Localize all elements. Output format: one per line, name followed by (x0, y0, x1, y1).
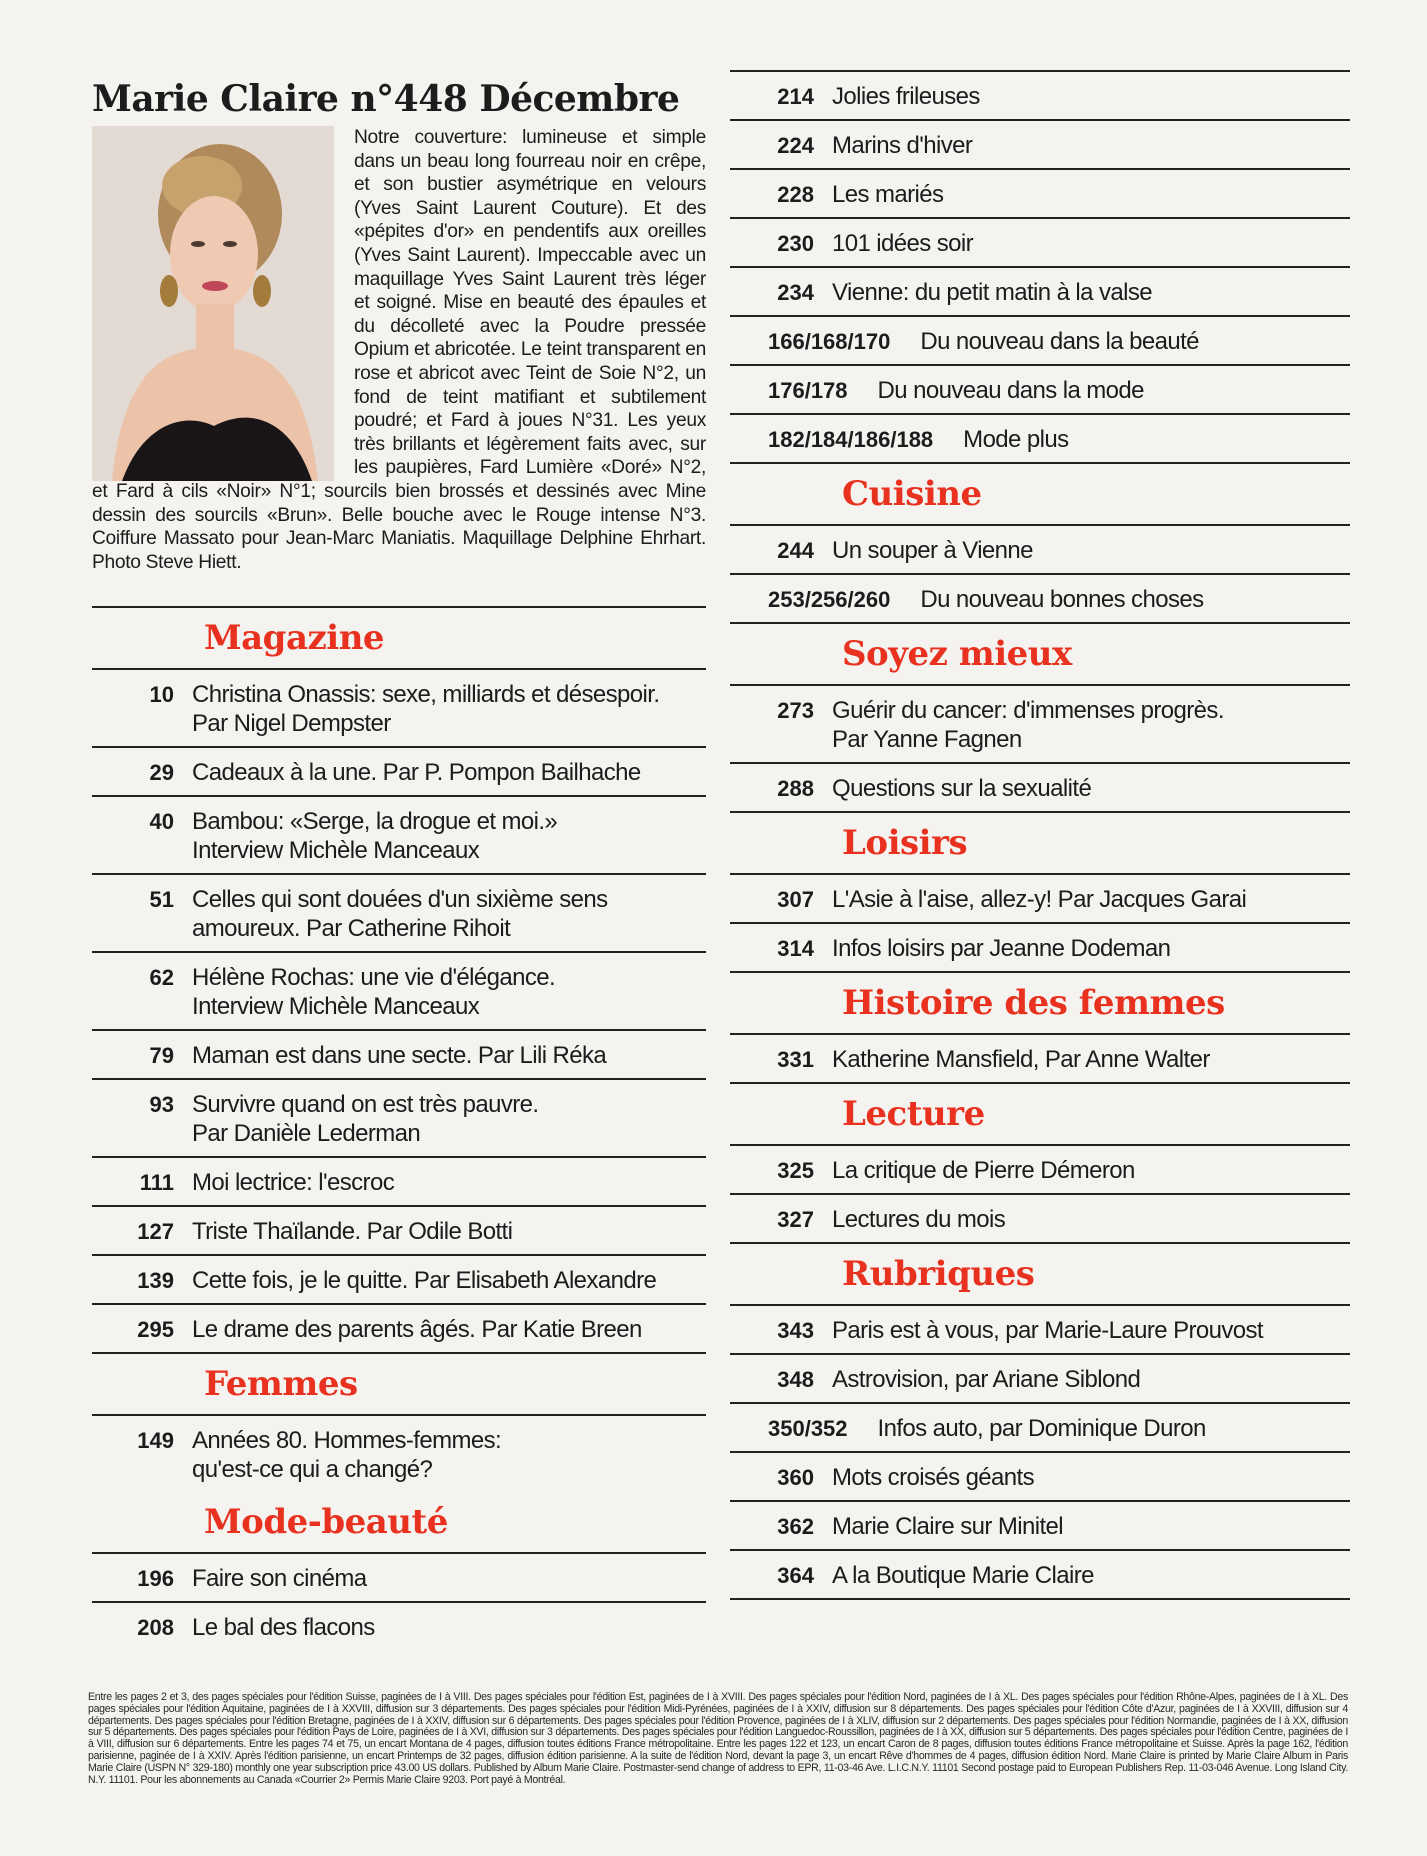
toc-page-number: 331 (777, 1047, 814, 1072)
toc-entry-title (878, 1414, 1350, 1443)
toc-entry-line: Bambou: «Serge, la drogue et moi.» (192, 808, 558, 835)
toc-page-number: 234 (777, 280, 814, 305)
section-heading-femmes: Femmes (92, 1352, 706, 1414)
toc-page-number: 79 (149, 1043, 174, 1068)
toc-entry (92, 746, 706, 795)
toc-entry-line: Interview Michèle Manceaux (192, 993, 480, 1020)
toc-entry-line: Katherine Mansfield, Par Anne Walter (832, 1046, 1210, 1073)
toc-entry-title (832, 536, 1350, 565)
toc-page-number: 51 (149, 887, 174, 912)
toc-page-number: 364 (777, 1563, 814, 1588)
toc-entry-line: Interview Michèle Manceaux (192, 837, 480, 864)
toc-entry-title (192, 1041, 706, 1070)
toc-page-number: 139 (137, 1268, 174, 1293)
toc-page-number: 253/256/260 (768, 587, 891, 612)
toc-page-number: 325 (777, 1158, 814, 1183)
toc-page-number: 295 (137, 1317, 174, 1342)
toc-page-number: 307 (777, 887, 814, 912)
toc-entry-line: L'Asie à l'aise, allez-y! Par Jacques Garai (832, 886, 1247, 913)
toc-page-number: 208 (137, 1615, 174, 1640)
toc-entry (92, 1303, 706, 1352)
toc-entry-title (192, 1266, 706, 1295)
toc-entry (730, 762, 1350, 811)
section-heading-magazine: Magazine (204, 618, 385, 658)
mode-beaute-continued-entries (730, 70, 1350, 462)
toc-page-number: 93 (149, 1092, 174, 1117)
toc-entry-title (832, 1365, 1350, 1394)
edition-notes-footer: Entre les pages 2 et 3, des pages spéciales pour l'édition Suisse, paginées de I à VIII. Des pages spéciales pour l'édition Est, paginées de I à XVIII. Des pages spéciales pour l'édition Nord, paginées de I à XL. Des pages spéciales pour l'édition Rhône-Alpes, paginées de I à XL. Des pages spéciales pour l'édition Aquitaine, paginées de I à XXVIII, diffusion sur 3 départements. Des pages spéciales pour l'édition Midi-Pyrénées, paginées de I à XXIV, diffusion sur 8 départements. Des pages spéciales pour l'édition Côte d'Azur, paginées de I à XXVIII, diffusion sur 4 départements. Des pages spéciales pour l'édition Bretagne, paginées de I à XXIV, diffusion sur 6 départements. Des pages spéciales pour l'édition Provence, paginées de I à XLIV, diffusion sur 2 départements. Des pages spéciales pour l'édition Normandie, paginées de I à XX, diffusion sur 5 départements. Des pages spéciales pour l'édition Pays de Loire, paginées de I à XVI, diffusion sur 3 départements. Des pages spéciales pour l'édition Languedoc-Roussillon, paginées de I à XX, diffusion sur 5 départements. Des pages spéciales pour l'édition Centre, paginées de I à VIII, diffusion sur 6 départements. Entre les pages 74 et 75, un encart Montana de 4 pages, diffusion toutes éditions France métropolitaine. Entre les pages 122 et 123, un encart Caron de 8 pages, diffusion toutes éditions France métropolitaine et Suisse. Après la page 162, l'édition parisienne, paginée de I à XXIV. Après l'édition parisienne, un encart Printemps de 32 pages, diffusion édition parisienne. A la suite de l'édition Nord, devant la page 3, un encart Rêve d'hommes de 4 pages, diffusion édition Nord. Marie Claire is printed by Marie Claire Album in Paris Marie Claire (USPN N° 329-180) monthly one year subscription price 43.00 US dollars. Published by Album Marie Claire. Postmaster-send change of address to EPR, 11-03-46 Ave. L.I.C.N.Y. 11101 Second postage paid to European Publishers Rep. 11-03-046 Avenue. Long Island City. N.Y. 11101. Pour les abonnements au Canada «Courrier 2» Permis Marie Claire 9203. Port payé à Montréal. (88, 1691, 1348, 1786)
section-heading-lecture: Lecture (730, 1082, 1350, 1144)
toc-entry-title (963, 425, 1350, 454)
toc-page-number: 111 (139, 1170, 174, 1195)
toc-page-number: 62 (149, 965, 174, 990)
toc-entry-line: Par Nigel Dempster (192, 710, 391, 737)
toc-entry (92, 1552, 706, 1601)
toc-entry-title (832, 82, 1350, 111)
toc-entry-line: Marie Claire sur Minitel (832, 1513, 1063, 1540)
toc-entry (730, 217, 1350, 266)
toc-entry-title (832, 1463, 1350, 1492)
toc-entry-title (832, 774, 1350, 803)
toc-entry-title (832, 1045, 1350, 1074)
toc-page-number: 176/178 (768, 378, 848, 403)
rubriques-entries (730, 1304, 1350, 1598)
toc-entry-line: Du nouveau bonnes choses (920, 586, 1204, 613)
toc-page-number: 127 (137, 1219, 174, 1244)
toc-entry-title (920, 327, 1350, 356)
toc-entry-title (832, 934, 1350, 963)
toc-entry (730, 266, 1350, 315)
toc-entry (730, 1353, 1350, 1402)
toc-entry (730, 873, 1350, 922)
page-title: Marie Claire n°448 Décembre (92, 78, 680, 120)
toc-page-number: 214 (777, 84, 814, 109)
toc-entry-line: Du nouveau dans la beauté (920, 328, 1199, 355)
toc-entry (730, 364, 1350, 413)
toc-entry-line: Cadeaux à la une. Par P. Pompon Bailhache (192, 759, 641, 786)
toc-entry-title (832, 278, 1350, 307)
toc-entry-line: Un souper à Vienne (832, 537, 1033, 564)
toc-page-number: 40 (149, 809, 174, 834)
toc-entry (92, 1601, 706, 1650)
toc-entry (730, 119, 1350, 168)
toc-entry-line: qu'est-ce qui a changé? (192, 1456, 433, 1483)
toc-entry-line: Infos loisirs par Jeanne Dodeman (832, 935, 1171, 962)
toc-entry-line: Guérir du cancer: d'immenses progrès. (832, 697, 1224, 724)
toc-entry-title (878, 376, 1350, 405)
femmes-entries (92, 1414, 706, 1492)
toc-entry (92, 795, 706, 873)
toc-entry-line: Survivre quand on est très pauvre. (192, 1091, 539, 1118)
lecture-entries (730, 1144, 1350, 1242)
toc-page-number: 314 (777, 936, 814, 961)
right-column (730, 70, 1350, 1600)
toc-entry-line: Du nouveau dans la mode (877, 377, 1144, 404)
toc-entry-title (832, 885, 1350, 914)
toc-entry-line: Cette fois, je le quitte. Par Elisabeth Alexandre (192, 1267, 657, 1294)
toc-entry-line: Triste Thaïlande. Par Odile Botti (192, 1218, 513, 1245)
section-heading-histoire-des-femmes: Histoire des femmes (730, 971, 1350, 1033)
toc-entry-line: Années 80. Hommes-femmes: (192, 1427, 502, 1454)
toc-page-number: 244 (777, 538, 814, 563)
toc-page-number: 288 (777, 776, 814, 801)
toc-entry-title (832, 1316, 1350, 1345)
toc-entry (730, 524, 1350, 573)
toc-entry (730, 684, 1350, 762)
magazine-entries (92, 668, 706, 1352)
loisirs-entries (730, 873, 1350, 971)
toc-entry (92, 873, 706, 951)
toc-entry (730, 1451, 1350, 1500)
cuisine-entries (730, 524, 1350, 622)
cover-model-illustration (92, 126, 334, 481)
toc-entry-title (920, 585, 1350, 614)
toc-entry-title (192, 963, 706, 1021)
section-heading-soyez-mieux: Soyez mieux (730, 622, 1350, 684)
toc-entry-line: Jolies frileuses (832, 83, 980, 110)
toc-page-number: 343 (777, 1318, 814, 1343)
toc-entry-title (832, 1512, 1350, 1541)
toc-entry-title (832, 1561, 1350, 1590)
toc-entry-title (192, 1090, 706, 1148)
section-heading-loisirs: Loisirs (730, 811, 1350, 873)
cover-description-block (92, 126, 706, 594)
toc-entry (92, 1078, 706, 1156)
toc-entry (730, 1500, 1350, 1549)
toc-entry (92, 668, 706, 746)
toc-entry-line: Christina Onassis: sexe, milliards et désespoir. (192, 681, 660, 708)
toc-entry (730, 1033, 1350, 1082)
cover-description-text: Notre couverture: lumineuse et simple dans un beau long fourreau noir en crêpe, et son bustier asymétrique en velours (Yves Saint Laurent Couture). Et des «pépites d'or» en pendentifs aux oreilles (Yves Saint Laurent). Impeccable avec un maquillage Yves Saint Laurent très léger et soigné. Mise en beauté des épaules et du décolleté avec la Poudre pressée Opium et abricotée. Le teint transparent en rose et abricot avec Teint de Soie N°2, un fond de teint matifiant et subtilement poudré; et Fard à joues N°31. Les yeux très brillants et légèrement faits avec, sur les paupières, Fard Lumière «Doré» N°2, et Fard à cils «Noir» N°1; sourcils bien brossés et dessinés avec Mine dessin des sourcils «Brun». Belle bouche avec le Rouge intense N°3. Coiffure Massato pour Jean-Marc Maniatis. Maquillage Delphine Ehrhart. Photo Steve Hiett. (92, 127, 706, 573)
toc-entry-line: Moi lectrice: l'escroc (192, 1169, 395, 1196)
toc-entry-line: amoureux. Par Catherine Rihoit (192, 915, 511, 942)
toc-page-number: 224 (777, 133, 814, 158)
toc-entry-title (832, 131, 1350, 160)
toc-page-number: 230 (777, 231, 814, 256)
toc-page-number: 362 (777, 1514, 814, 1539)
soyez-mieux-entries (730, 684, 1350, 811)
toc-entry (730, 413, 1350, 462)
toc-entry (730, 1144, 1350, 1193)
toc-entry-line: Par Yanne Fagnen (832, 726, 1022, 753)
toc-entry-title (192, 1613, 706, 1642)
toc-entry (730, 1549, 1350, 1598)
section-heading-mode-beaute: Mode-beauté (204, 1502, 448, 1542)
toc-entry-line: Faire son cinéma (192, 1565, 367, 1592)
cover-photo (92, 126, 334, 481)
toc-entry (92, 1254, 706, 1303)
toc-entry-title (832, 180, 1350, 209)
toc-page-number: 29 (149, 760, 174, 785)
toc-entry-line: Hélène Rochas: une vie d'élégance. (192, 964, 556, 991)
toc-page-number: 327 (777, 1207, 814, 1232)
toc-entry (92, 951, 706, 1029)
left-column (92, 70, 706, 1650)
toc-entry-line: Celles qui sont douées d'un sixième sens (192, 886, 608, 913)
toc-page-number: 166/168/170 (768, 329, 891, 354)
toc-entry-title (192, 1426, 706, 1484)
toc-entry (92, 1156, 706, 1205)
toc-entry-title (192, 1564, 706, 1593)
toc-entry (730, 1402, 1350, 1451)
mode-beaute-entries (92, 1552, 706, 1650)
toc-page-number: 273 (777, 698, 814, 723)
toc-entry (730, 1304, 1350, 1353)
toc-entry (730, 573, 1350, 622)
toc-entry-title (192, 807, 706, 865)
toc-page-number: 350/352 (768, 1416, 848, 1441)
toc-entry-line: Maman est dans une secte. Par Lili Réka (192, 1042, 607, 1069)
toc-entry-line: Mots croisés géants (832, 1464, 1035, 1491)
toc-entry-line: Le bal des flacons (192, 1614, 375, 1641)
toc-entry-title (192, 1315, 706, 1344)
toc-entry-line: Par Danièle Lederman (192, 1120, 421, 1147)
toc-entry-line: Infos auto, par Dominique Duron (877, 1415, 1206, 1442)
toc-entry-line: Lectures du mois (832, 1206, 1006, 1233)
toc-entry (92, 1205, 706, 1254)
toc-entry-line: Les mariés (832, 181, 944, 208)
section-heading-rubriques: Rubriques (730, 1242, 1350, 1304)
toc-entry-title (832, 1156, 1350, 1185)
toc-entry-title (192, 1168, 706, 1197)
toc-page-number: 360 (777, 1465, 814, 1490)
toc-entry-line: Paris est à vous, par Marie-Laure Prouvost (832, 1317, 1263, 1344)
toc-entry (730, 70, 1350, 119)
toc-entry (92, 1029, 706, 1078)
toc-entry-line: La critique de Pierre Démeron (832, 1157, 1135, 1184)
toc-entry (730, 922, 1350, 971)
toc-entry-line: Astrovision, par Ariane Siblond (832, 1366, 1141, 1393)
toc-page-number: 149 (137, 1428, 174, 1453)
section-heading-cuisine: Cuisine (730, 462, 1350, 524)
toc-page-number: 182/184/186/188 (768, 427, 934, 452)
toc-entry-line: Marins d'hiver (832, 132, 973, 159)
toc-entry-line: Questions sur la sexualité (832, 775, 1092, 802)
toc-page-number: 348 (777, 1367, 814, 1392)
toc-entry-title (192, 1217, 706, 1246)
toc-entry (92, 1414, 706, 1492)
toc-entry-title (832, 1205, 1350, 1234)
toc-entry-title (192, 680, 706, 738)
toc-entry (730, 1193, 1350, 1242)
toc-entry (730, 315, 1350, 364)
toc-entry-line: Vienne: du petit matin à la valse (832, 279, 1152, 306)
toc-entry-line: Le drame des parents âgés. Par Katie Breen (192, 1316, 642, 1343)
toc-entry-line: A la Boutique Marie Claire (832, 1562, 1094, 1589)
toc-entry-title (192, 885, 706, 943)
toc-page-number: 10 (149, 682, 174, 707)
histoire-entries (730, 1033, 1350, 1082)
toc-entry-line: 101 idées soir (832, 230, 974, 257)
toc-entry-title (192, 758, 706, 787)
toc-entry-title (832, 696, 1350, 754)
toc-page-number: 196 (137, 1566, 174, 1591)
toc-entry-title (832, 229, 1350, 258)
toc-entry (730, 168, 1350, 217)
toc-page-number: 228 (777, 182, 814, 207)
toc-entry-line: Mode plus (963, 426, 1069, 453)
